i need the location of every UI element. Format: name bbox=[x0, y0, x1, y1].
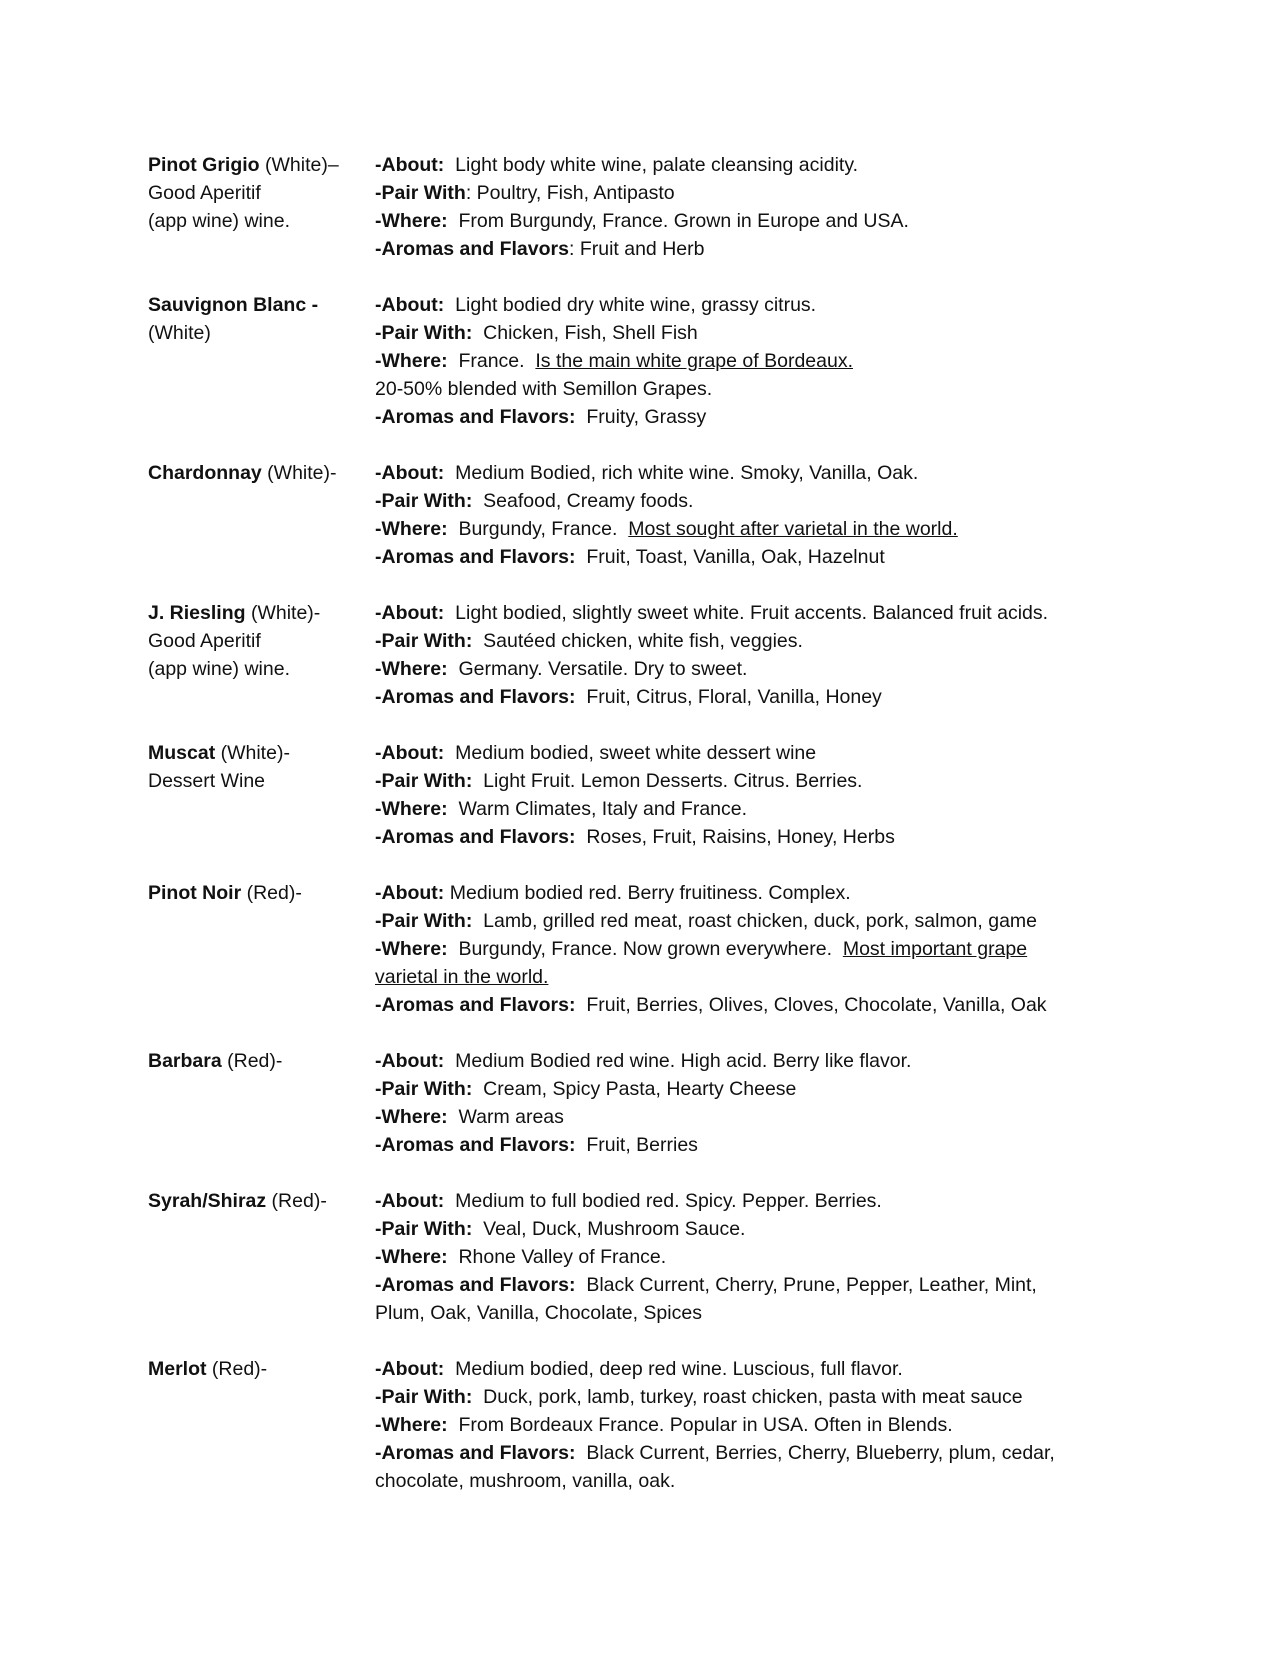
aromas-label: -Aromas and Flavors bbox=[375, 1274, 569, 1296]
where-text: France. bbox=[458, 350, 525, 372]
colon: : bbox=[568, 406, 576, 428]
wine-color: (Red)- bbox=[266, 1190, 327, 1212]
wine-entry-barbara bbox=[148, 1047, 1148, 1159]
aromas-label: -Aromas and Flavors bbox=[375, 1442, 569, 1464]
pair-with-label: -Pair With bbox=[375, 910, 466, 932]
aromas-text: Fruit, Citrus, Floral, Vanilla, Honey bbox=[586, 686, 882, 708]
wine-heading bbox=[148, 879, 375, 1019]
aromas-text: Black Current, Berries, Cherry, Blueberry, plum, cedar, bbox=[586, 1442, 1055, 1464]
wine-details bbox=[375, 1047, 1148, 1159]
colon: : bbox=[465, 322, 473, 344]
aromas-label: -Aromas and Flavors bbox=[375, 1134, 569, 1156]
about-label: -About: bbox=[375, 882, 445, 904]
where-label: -Where: bbox=[375, 350, 448, 372]
where-extra: 20-50% blended with Semillon Grapes. bbox=[375, 378, 713, 400]
pair-with-label: -Pair With bbox=[375, 1386, 466, 1408]
wine-name: J. Riesling bbox=[148, 602, 246, 624]
wine-details bbox=[375, 151, 1148, 263]
wine-heading bbox=[148, 151, 375, 263]
wine-entry-chardonnay bbox=[148, 459, 1148, 571]
pair-with-label: -Pair With bbox=[375, 630, 466, 652]
aromas-label: -Aromas and Flavors bbox=[375, 238, 569, 260]
colon: : bbox=[568, 546, 576, 568]
about-text: Medium Bodied, rich white wine. Smoky, Vanilla, Oak. bbox=[455, 462, 919, 484]
wine-subtitle: (app wine) wine. bbox=[148, 658, 290, 680]
wine-name: Merlot bbox=[148, 1358, 207, 1380]
wine-details bbox=[375, 879, 1148, 1019]
wine-color: - bbox=[306, 294, 319, 316]
wine-color: (White)– bbox=[259, 154, 339, 176]
pair-with-label: -Pair With bbox=[375, 182, 466, 204]
wine-entry-merlot bbox=[148, 1355, 1148, 1495]
wine-entry-pinot-grigio bbox=[148, 151, 1148, 263]
about-text: Medium to full bodied red. Spicy. Pepper. Berries. bbox=[455, 1190, 882, 1212]
wine-details bbox=[375, 1187, 1148, 1327]
aromas-text: Black Current, Cherry, Prune, Pepper, Leather, Mint, bbox=[586, 1274, 1037, 1296]
pair-with-label: -Pair With bbox=[375, 1218, 466, 1240]
pair-with-text: Seafood, Creamy foods. bbox=[483, 490, 694, 512]
colon: : bbox=[465, 910, 473, 932]
about-text: Light body white wine, palate cleansing acidity. bbox=[455, 154, 859, 176]
wine-name: Pinot Noir bbox=[148, 882, 242, 904]
where-highlight: Is the main white grape of Bordeaux. bbox=[535, 350, 853, 372]
wine-name: Chardonnay bbox=[148, 462, 262, 484]
wine-subtitle: Dessert Wine bbox=[148, 770, 266, 792]
pair-with-text: Veal, Duck, Mushroom Sauce. bbox=[483, 1218, 746, 1240]
colon: : bbox=[465, 490, 473, 512]
wine-heading bbox=[148, 599, 375, 711]
where-text: Burgundy, France. bbox=[458, 518, 618, 540]
aromas-label: -Aromas and Flavors bbox=[375, 406, 569, 428]
colon: : bbox=[568, 994, 576, 1016]
pair-with-label: -Pair With bbox=[375, 1078, 466, 1100]
aromas-text: Fruit and Herb bbox=[574, 238, 705, 260]
wine-color: (Red)- bbox=[241, 882, 302, 904]
about-label: -About: bbox=[375, 602, 445, 624]
colon: : bbox=[568, 1134, 576, 1156]
wine-details bbox=[375, 1355, 1148, 1495]
pair-with-label: -Pair With bbox=[375, 490, 466, 512]
about-label: -About: bbox=[375, 294, 445, 316]
wine-heading bbox=[148, 1187, 375, 1327]
wine-name: Muscat bbox=[148, 742, 216, 764]
colon: : bbox=[465, 182, 472, 204]
where-label: -Where: bbox=[375, 1246, 448, 1268]
wine-heading bbox=[148, 291, 375, 431]
about-text: Medium bodied red. Berry fruitiness. Complex. bbox=[444, 882, 851, 904]
colon: : bbox=[568, 826, 576, 848]
where-label: -Where: bbox=[375, 1106, 448, 1128]
about-text: Light bodied, slightly sweet white. Fruit accents. Balanced fruit acids. bbox=[455, 602, 1049, 624]
where-label: -Where: bbox=[375, 798, 448, 820]
where-label: -Where: bbox=[375, 938, 448, 960]
aromas-text-cont: Plum, Oak, Vanilla, Chocolate, Spices bbox=[375, 1302, 702, 1324]
where-highlight-cont: varietal in the world. bbox=[375, 966, 549, 988]
aromas-label: -Aromas and Flavors bbox=[375, 826, 569, 848]
where-text: Germany. Versatile. Dry to sweet. bbox=[458, 658, 748, 680]
wine-entry-riesling bbox=[148, 599, 1148, 711]
where-label: -Where: bbox=[375, 1414, 448, 1436]
colon: : bbox=[465, 1078, 473, 1100]
pair-with-text: Cream, Spicy Pasta, Hearty Cheese bbox=[483, 1078, 797, 1100]
where-label: -Where: bbox=[375, 658, 448, 680]
aromas-text: Fruit, Berries, Olives, Cloves, Chocolate, Vanilla, Oak bbox=[586, 994, 1047, 1016]
wine-name: Pinot Grigio bbox=[148, 154, 260, 176]
wine-color: (Red)- bbox=[206, 1358, 268, 1380]
pair-with-text: Chicken, Fish, Shell Fish bbox=[483, 322, 698, 344]
wine-subtitle: (app wine) wine. bbox=[148, 210, 290, 232]
wine-subtitle: Good Aperitif bbox=[148, 630, 261, 652]
colon: : bbox=[465, 770, 473, 792]
where-text: Rhone Valley of France. bbox=[458, 1246, 667, 1268]
wine-details bbox=[375, 459, 1148, 571]
where-text: Warm Climates, Italy and France. bbox=[458, 798, 748, 820]
aromas-text: Roses, Fruit, Raisins, Honey, Herbs bbox=[586, 826, 895, 848]
about-text: Medium Bodied red wine. High acid. Berry like flavor. bbox=[449, 1050, 912, 1072]
where-text: Burgundy, France. Now grown everywhere. bbox=[458, 938, 832, 960]
where-text: Warm areas bbox=[458, 1106, 564, 1128]
aromas-text: Fruity, Grassy bbox=[586, 406, 707, 428]
wine-entry-sauvignon-blanc bbox=[148, 291, 1148, 431]
where-text: From Burgundy, France. Grown in Europe and USA. bbox=[458, 210, 909, 232]
wine-heading bbox=[148, 1047, 375, 1159]
pair-with-label: -Pair With bbox=[375, 770, 466, 792]
wine-subtitle: (White) bbox=[148, 322, 211, 344]
aromas-label: -Aromas and Flavors bbox=[375, 994, 569, 1016]
wine-entry-pinot-noir bbox=[148, 879, 1148, 1019]
colon: : bbox=[568, 238, 575, 260]
wine-color: (White)- bbox=[245, 602, 321, 624]
where-highlight: Most sought after varietal in the world. bbox=[628, 518, 958, 540]
about-label: -About: bbox=[375, 742, 445, 764]
pair-with-text: Lamb, grilled red meat, roast chicken, duck, pork, salmon, game bbox=[483, 910, 1038, 932]
colon: : bbox=[465, 630, 473, 652]
wine-heading bbox=[148, 739, 375, 851]
wine-subtitle: Good Aperitif bbox=[148, 182, 261, 204]
wine-color: (Red)- bbox=[221, 1050, 283, 1072]
aromas-label: -Aromas and Flavors bbox=[375, 686, 569, 708]
aromas-text-cont: chocolate, mushroom, vanilla, oak. bbox=[375, 1470, 676, 1492]
wine-details bbox=[375, 739, 1148, 851]
wine-name: Syrah/Shiraz bbox=[148, 1190, 267, 1212]
wine-heading bbox=[148, 459, 375, 571]
about-text: Medium bodied, deep red wine. Luscious, full flavor. bbox=[455, 1358, 903, 1380]
pair-with-label: -Pair With bbox=[375, 322, 466, 344]
about-text: Medium bodied, sweet white dessert wine bbox=[455, 742, 817, 764]
wine-color: (White)- bbox=[215, 742, 290, 764]
about-label: -About: bbox=[375, 154, 445, 176]
pair-with-text: Sautéed chicken, white fish, veggies. bbox=[483, 630, 803, 652]
colon: : bbox=[465, 1218, 473, 1240]
wine-name: Barbara bbox=[148, 1050, 222, 1072]
about-label: -About: bbox=[375, 1050, 445, 1072]
wine-heading bbox=[148, 1355, 375, 1495]
pair-with-text: Poultry, Fish, Antipasto bbox=[471, 182, 675, 204]
colon: : bbox=[465, 1386, 473, 1408]
colon: : bbox=[568, 1274, 576, 1296]
about-text: Light bodied dry white wine, grassy citrus. bbox=[455, 294, 817, 316]
where-highlight: Most important grape bbox=[842, 938, 1028, 960]
about-label: -About: bbox=[375, 462, 445, 484]
wine-name: Sauvignon Blanc bbox=[148, 294, 307, 316]
about-label: -About: bbox=[375, 1190, 445, 1212]
wine-details bbox=[375, 291, 1148, 431]
where-label: -Where: bbox=[375, 518, 448, 540]
colon: : bbox=[568, 1442, 576, 1464]
colon: : bbox=[568, 686, 576, 708]
pair-with-text: Duck, pork, lamb, turkey, roast chicken, pasta with meat sauce bbox=[483, 1386, 1023, 1408]
where-label: -Where: bbox=[375, 210, 448, 232]
wine-entry-syrah-shiraz bbox=[148, 1187, 1148, 1327]
wine-details bbox=[375, 599, 1148, 711]
aromas-text: Fruit, Berries bbox=[586, 1134, 698, 1156]
where-text: From Bordeaux France. Popular in USA. Often in Blends. bbox=[458, 1414, 953, 1436]
aromas-text: Fruit, Toast, Vanilla, Oak, Hazelnut bbox=[586, 546, 885, 568]
pair-with-text: Light Fruit. Lemon Desserts. Citrus. Berries. bbox=[483, 770, 863, 792]
wine-color: (White)- bbox=[261, 462, 337, 484]
about-label: -About: bbox=[375, 1358, 445, 1380]
aromas-label: -Aromas and Flavors bbox=[375, 546, 569, 568]
wine-entry-muscat bbox=[148, 739, 1148, 851]
